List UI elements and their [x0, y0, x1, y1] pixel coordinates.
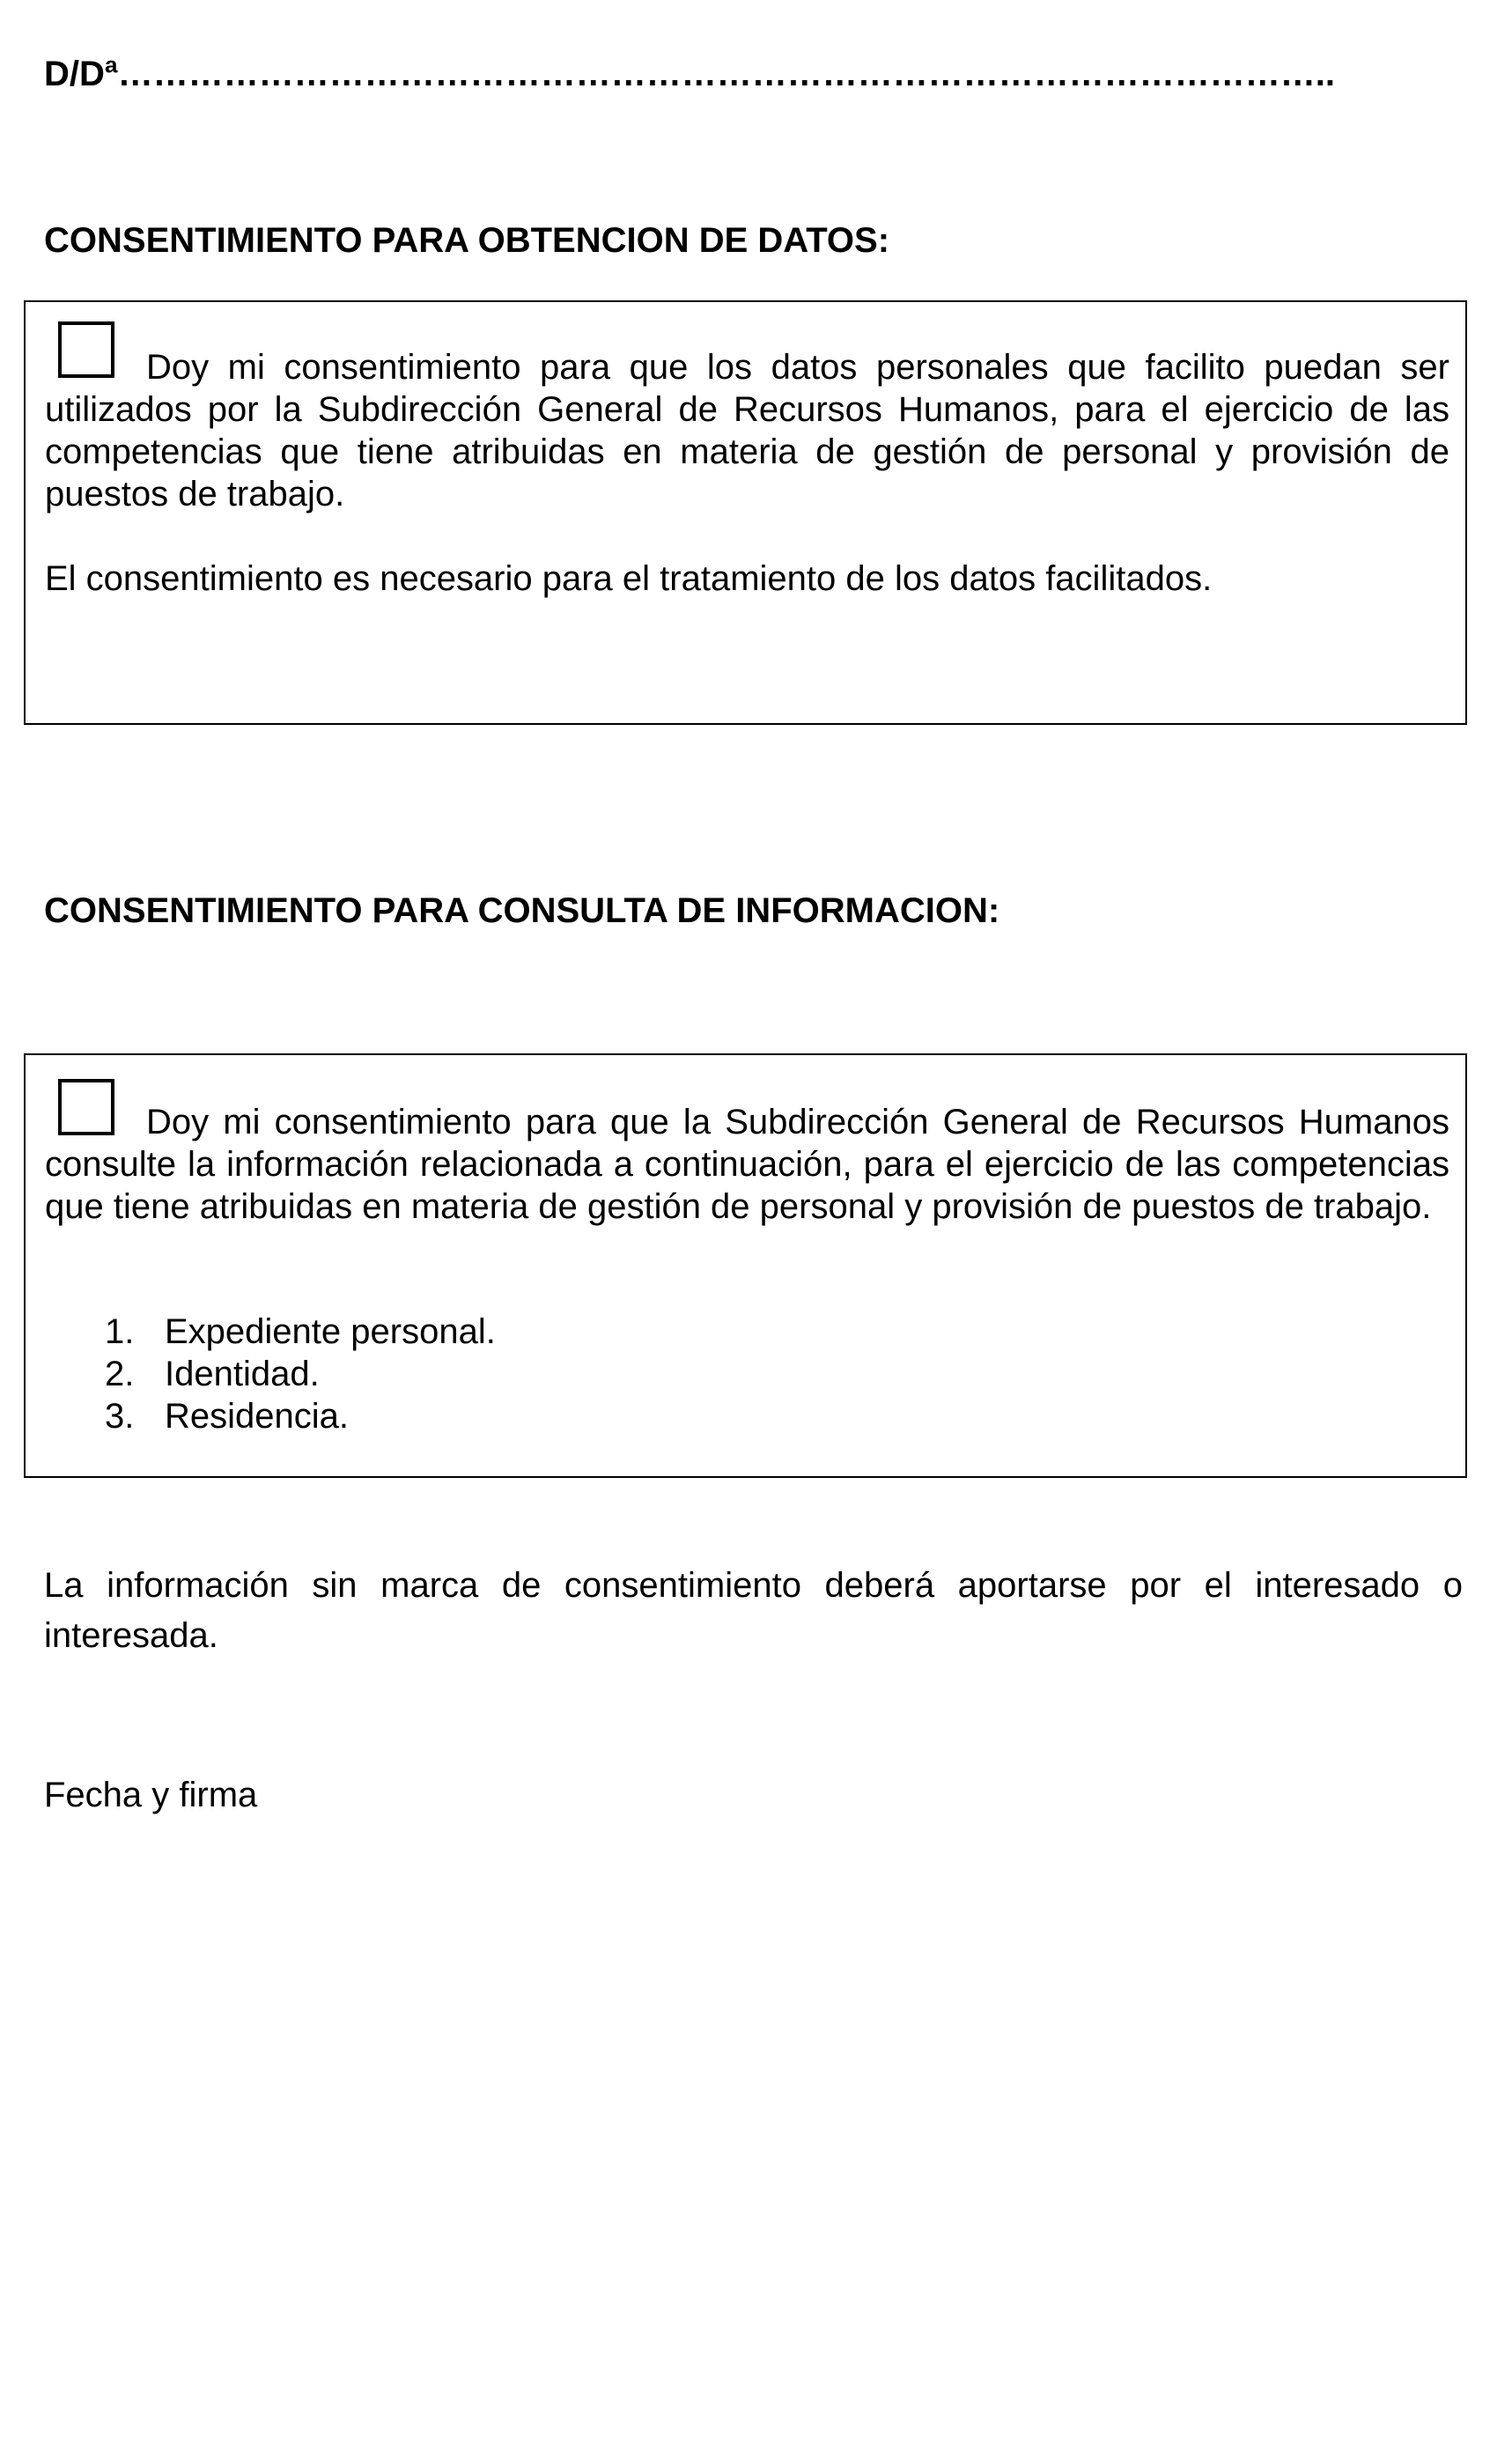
name-field-line[interactable] [44, 53, 1479, 95]
consent-box-data-collection [24, 300, 1467, 725]
name-field-label: D/Dª [44, 55, 118, 93]
list-item: 2. Identidad. [105, 1355, 320, 1393]
section-title-data-collection: CONSENTIMIENTO PARA OBTENCION DE DATOS: [44, 221, 890, 260]
name-field-dots: ………………………………………………………………………………………….. [117, 55, 1335, 93]
consent-text-information-query: Doy mi consentimiento para que la Subdirección General de Recursos Humanos consulte la información relacionada a continuación, para el ejercicio de las competencias que tiene atribuidas en materia de gestión de personal y provisión de puestos de trabajo. [45, 1103, 1449, 1226]
consent-text-data-collection: Doy mi consentimiento para que los datos personales que facilito puedan ser utilizados por la Subdirección General de Recursos Humanos, para el ejercicio de las competencias que tiene atribuidas en materia de gestión de personal y provisión de puestos de trabajo. [45, 348, 1449, 513]
missing-consent-notice: La información sin marca de consentimiento deberá aportarse por el interesado o interesada. [44, 1566, 1463, 1655]
list-item: 1. Expediente personal. [105, 1312, 496, 1351]
section-title-information-query: CONSENTIMIENTO PARA CONSULTA DE INFORMACION: [44, 891, 1000, 930]
information-items-list [105, 1311, 496, 1437]
consent-box-information-query [24, 1053, 1467, 1478]
date-and-signature-label: Fecha y firma [44, 1776, 258, 1814]
list-item: 3. Residencia. [105, 1397, 350, 1436]
consent-note-data-collection: El consentimiento es necesario para el tratamiento de los datos facilitados. [45, 559, 1213, 598]
